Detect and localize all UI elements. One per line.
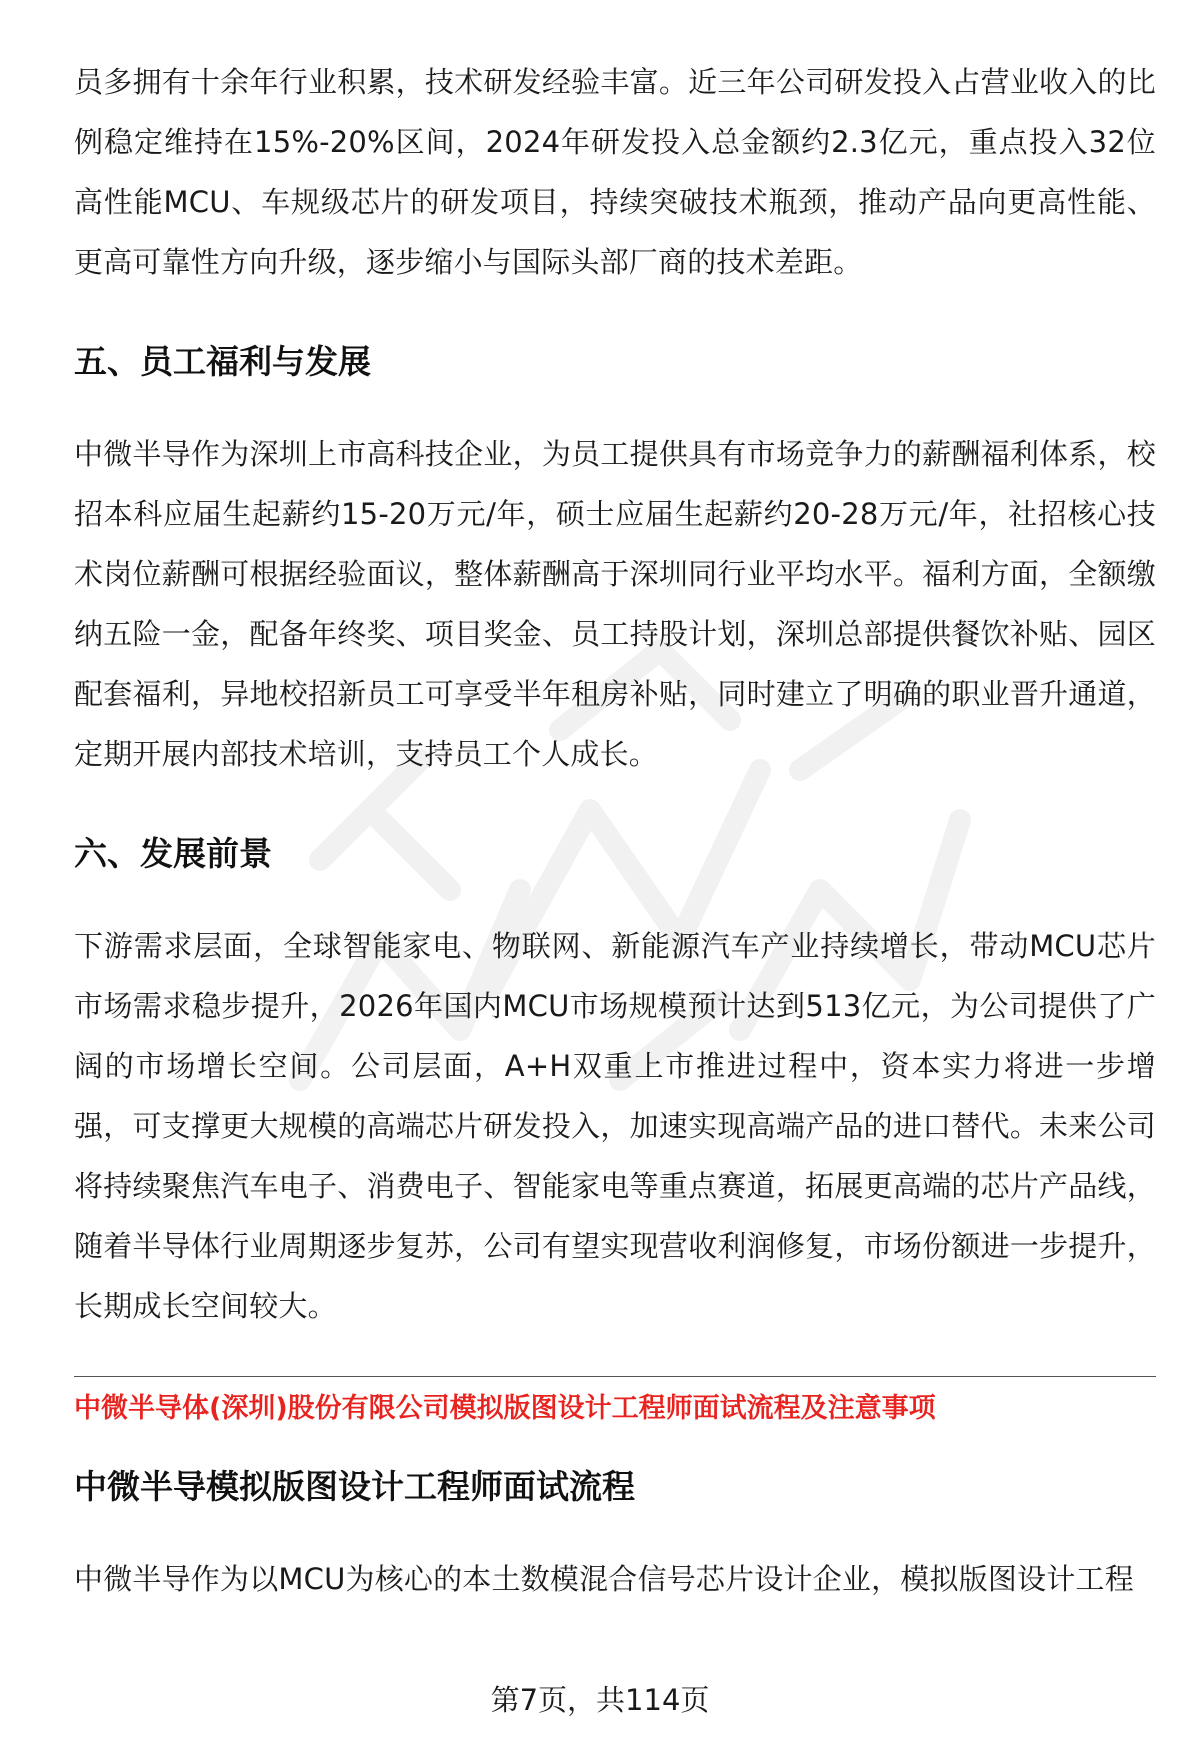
section-heading-interview-process: 中微半导模拟版图设计工程师面试流程 <box>74 1467 635 1506</box>
interview-process-paragraph: 中微半导作为以MCU为核心的本土数模混合信号芯片设计企业，模拟版图设计工程 <box>74 1562 1134 1596</box>
document-body <box>74 52 1156 1609</box>
section-heading-welfare: 五、员工福利与发展 <box>74 342 371 381</box>
interview-guide-title: 中微半导体(深圳)股份有限公司模拟版图设计工程师面试流程及注意事项 <box>74 1393 936 1424</box>
intro-paragraph: 员多拥有十余年行业积累，技术研发经验丰富。近三年公司研发投入占营业收入的比例稳定维持在15%-20%区间，2024年研发投入总金额约2.3亿元，重点投入32位高性能MCU、车规级芯片的研发项目，持续突破技术瓶颈，推动产品向更高性能、更高可靠性方向升级，逐步缩小与国际头部厂商的技术差距。 <box>74 65 1156 279</box>
welfare-paragraph: 中微半导作为深圳上市高科技企业，为员工提供具有市场竞争力的薪酬福利体系，校招本科应届生起薪约15-20万元/年，硕士应届生起薪约20-28万元/年，社招核心技术岗位薪酬可根据经验面议，整体薪酬高于深圳同行业平均水平。福利方面，全额缴纳五险一金，配备年终奖、项目奖金、员工持股计划，深圳总部提供餐饮补贴、园区配套福利，异地校招新员工可享受半年租房补贴，同时建立了明确的职业晋升通道，定期开展内部技术培训，支持员工个人成长。 <box>74 437 1156 771</box>
page-number: 第7页，共114页 <box>490 1683 710 1717</box>
prospects-paragraph: 下游需求层面，全球智能家电、物联网、新能源汽车产业持续增长，带动MCU芯片市场需求稳步提升，2026年国内MCU市场规模预计达到513亿元，为公司提供了广阔的市场增长空间。公司层面，A+H双重上市推进过程中，资本实力将进一步增强，可支撑更大规模的高端芯片研发投入，加速实现高端产品的进口替代。未来公司将持续聚焦汽车电子、消费电子、智能家电等重点赛道，拓展更高端的芯片产品线，随着半导体行业周期逐步复苏，公司有望实现营收利润修复，市场份额进一步提升，长期成长空间较大。 <box>74 929 1156 1323</box>
section-heading-prospects: 六、发展前景 <box>74 834 272 873</box>
